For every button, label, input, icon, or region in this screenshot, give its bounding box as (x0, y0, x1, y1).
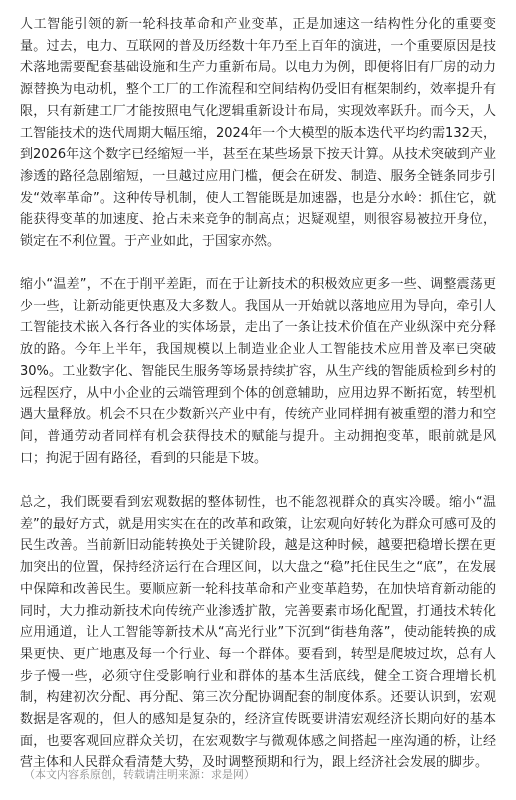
source-note: （本文内容系原创，转载请注明来源：求是网） (24, 768, 255, 781)
paragraph-spacer (20, 470, 496, 492)
paragraph-2: 缩小“温差”，不在于削平差距，而在于让新技术的积极效应更多一些、调整震荡更少一些，让新动能更快惠及大多数人。我国从一开始就以落地应用为导向，牵引人工智能技术嵌入各行各业的实体场景，走出了一条让技术价值在产业纵深中充分释放的路。今年上半年，我国规模以上制造业企业人工智能技术应用普及率已突破30%。工业数字化、智能民生服务等场景持续扩容，从生产线的智能质检到乡村的远程医疗，从中小企业的云端管理到个体的创意辅助，应用边界不断拓宽，转型机遇大量释放。机会不只在少数新兴产业中有，传统产业同样拥有被重塑的潜力和空间，普通劳动者同样有机会获得技术的赋能与提升。主动拥抱变革，眼前就是风口；拘泥于固有路径，看到的只能是下坡。 (20, 277, 496, 466)
paragraph-spacer (20, 252, 496, 274)
article-body (20, 14, 496, 796)
paragraph-1: 人工智能引领的新一轮科技革命和产业变革，正是加速这一结构性分化的重要变量。过去，电力、互联网的普及历经数十年乃至上百年的演进，一个重要原因是技术落地需要配套基础设施和生产力重新布局。以电力为例，即便将旧有厂房的动力源替换为电动机，整个工厂的工作流程和空间结构仍受旧有框架制约，效率提升有限，只有新建工厂才能按照电气化逻辑重新设计布局，实现效率跃升。而今天，人工智能技术的迭代周期大幅压缩，2024年一个大模型的版本迭代平均约需132天，到2026年这个数字已经缩短一半，甚至在某些场景下按天计算。从技术突破到产业渗透的路径急剧缩短，一旦越过应用门槛，便会在研发、制造、服务全链条同步引发“效率革命”。这种传导机制，使人工智能既是加速器，也是分水岭：抓住它，就能获得变革的加速度、抢占未来竞争的制高点；迟疑观望，则很容易被拉开身位，锁定在不利位置。于产业如此，于国家亦然。 (20, 17, 496, 250)
paragraph-3: 总之，我们既要看到宏观数据的整体韧性，也不能忽视群众的真实冷暖。缩小“温差”的最好方式，就是用实实在在的改革和政策，让宏观向好转化为群众可感可及的民生改善。当前新旧动能转换处于关键阶段，越是这种时候，越要把稳增长摆在更加突出的位置，保持经济运行在合理区间，以大盘之“稳”托住民生之“底”，在发展中保障和改善民生。要顺应新一轮科技革命和产业变革趋势，在加快培育新动能的同时，大力推动新技术向传统产业渗透扩散，完善要素市场化配置，打通技术转化应用通道，让人工智能等新技术从“高光行业”下沉到“街巷角落”，使动能转换的成果更快、更广地惠及每一个行业、每一个群体。要看到，转型是爬坡过坎，总有人步子慢一些，必须守住受影响行业和群体的基本生活底线，健全工资合理增长机制，构建初次分配、再分配、第三次分配协调配套的制度体系。还要认识到，宏观数据是客观的，但人的感知是复杂的，经济宣传既要讲清宏观经济长期向好的基本面，也要客观回应群众关切，在宏观数字与微观体感之间搭起一座沟通的桥，让经营主体和人民群众看清楚大势，及时调整预期和行为，跟上经济社会发展的脚步。 (20, 495, 496, 771)
